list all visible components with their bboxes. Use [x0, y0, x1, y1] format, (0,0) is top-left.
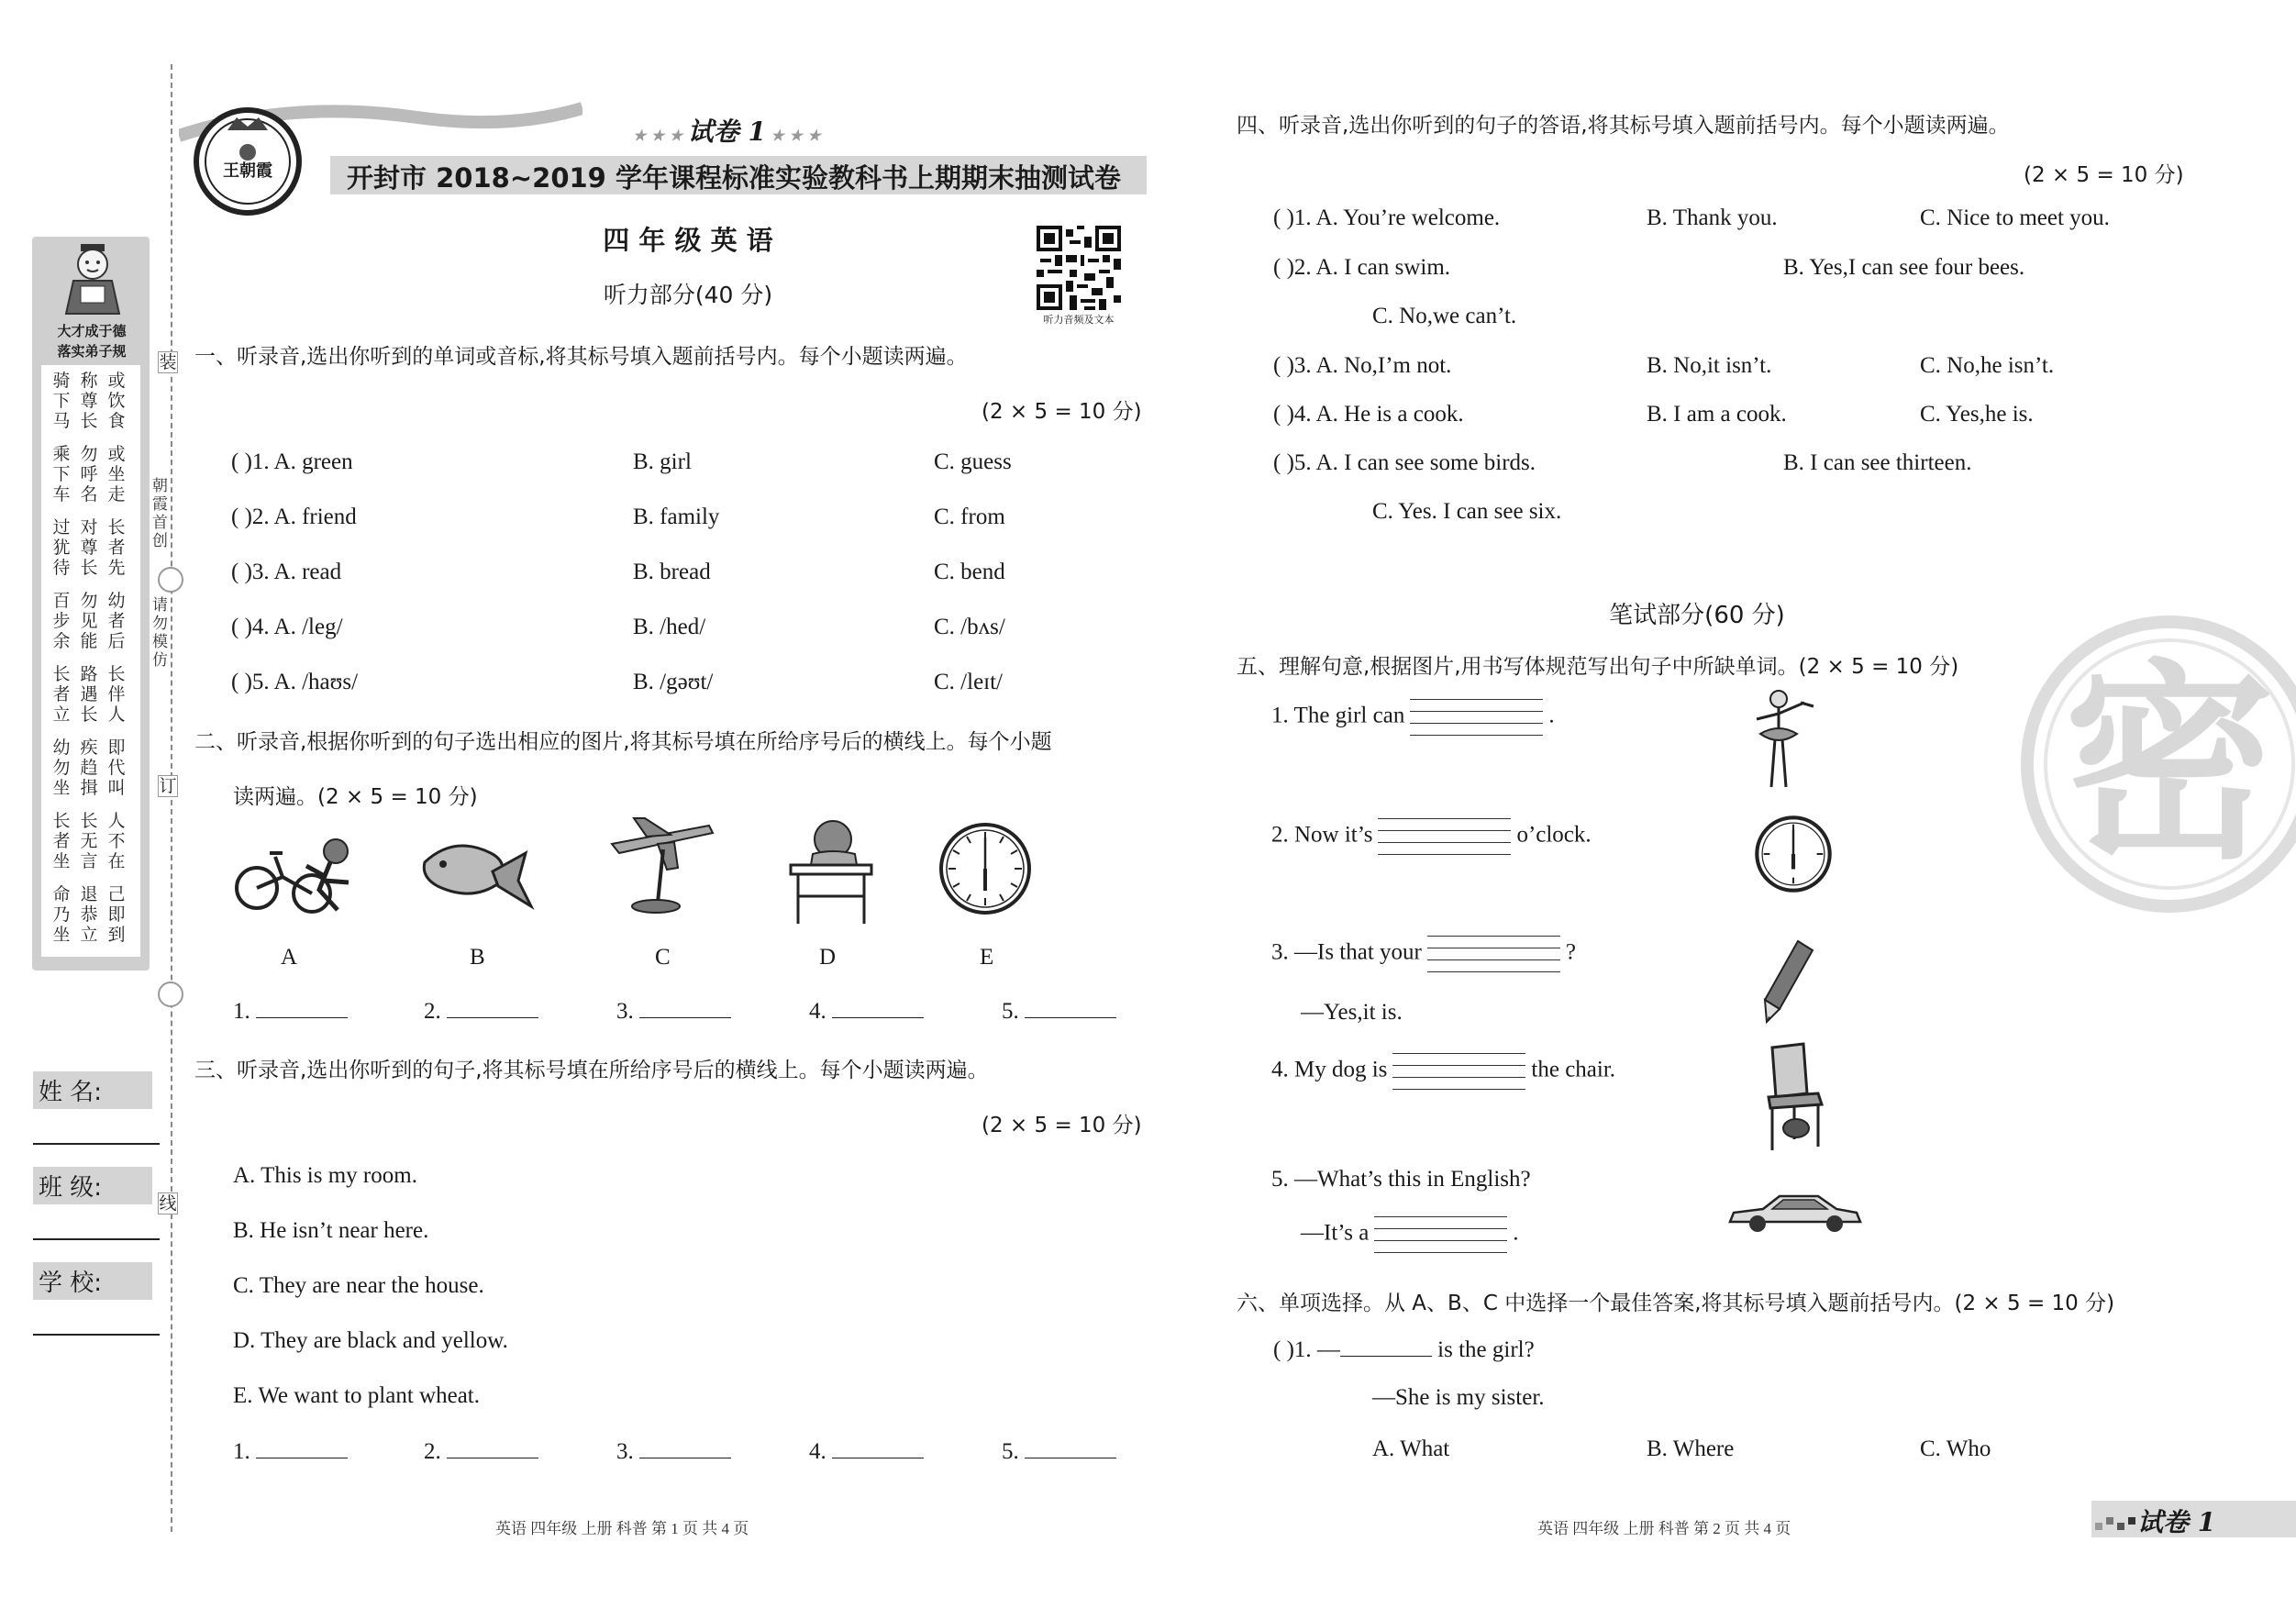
class-label: 班 级: [33, 1167, 152, 1204]
footer-right: 英语 四年级 上册 科普 第 2 页 共 4 页 [1537, 1520, 1791, 1537]
maxim: 幼勿坐 [52, 738, 71, 798]
margin-char-1: 装 [159, 352, 177, 372]
answer-num: 3. [616, 999, 634, 1024]
part1-q4-b: B. /hed/ [633, 615, 706, 639]
answer-blank[interactable] [1340, 1336, 1432, 1357]
maxim: 或坐走 [107, 444, 126, 505]
s5-end: . [1513, 1220, 1519, 1246]
pic-label-b: B [470, 945, 485, 970]
s3-text: 3. —Is that your [1271, 939, 1422, 965]
part3-answer-4 [809, 1438, 924, 1465]
pencil-picture [1761, 937, 1816, 1026]
maxim: 幼者后 [107, 591, 126, 651]
margin-hole-bottom [158, 981, 183, 1007]
part4-q4: ( )4. A. He is a cook. [1273, 402, 1464, 427]
part6-q1-b: B. Where [1647, 1436, 1735, 1461]
part3-title: 三、听录音,选出你听到的句子,将其标号填在所给序号后的横线上。每个小题读两遍。 [194, 1059, 989, 1082]
part1-q4: ( )4. A. /leg/ [231, 615, 343, 639]
answer-blank[interactable] [256, 1438, 348, 1458]
written-title: 笔试部分(60 分) [1609, 602, 1785, 629]
maxim: 或饮食 [107, 371, 126, 431]
answer-blank[interactable] [1025, 1438, 1116, 1458]
paper-tag: ★ ★ ★ 试卷 1 ★ ★ ★ [633, 116, 821, 147]
part6-q1 [1273, 1336, 1535, 1363]
answer-blank[interactable] [447, 998, 538, 1018]
part4-q2: ( )2. A. I can swim. [1273, 255, 1451, 280]
car-picture [1726, 1191, 1864, 1235]
maxim: 长者先 [107, 517, 126, 578]
clock-picture [937, 821, 1033, 916]
maxim: 骑下马 [52, 371, 71, 431]
part5-s5: 5. —What’s this in English? [1271, 1167, 1531, 1192]
name-field[interactable] [33, 1143, 160, 1145]
maxim: 即代叫 [107, 738, 126, 798]
part1-q3: ( )3. A. read [231, 560, 342, 584]
answer-blank[interactable] [832, 1438, 924, 1458]
part2-answer-4 [809, 998, 924, 1025]
part3-option-e: E. We want to plant wheat. [233, 1383, 480, 1408]
writing-lines[interactable] [1410, 699, 1543, 736]
s4-end: the chair. [1531, 1057, 1616, 1082]
footer-left: 英语 四年级 上册 科普 第 1 页 共 4 页 [495, 1520, 749, 1537]
maxim-grid [51, 371, 136, 945]
s1-text: 1. The girl can [1271, 703, 1405, 728]
writing-lines[interactable] [1374, 1216, 1507, 1253]
answer-blank[interactable] [447, 1438, 538, 1458]
s2-text: 2. Now it’s [1271, 822, 1373, 848]
answer-blank[interactable] [639, 998, 731, 1018]
part4-q1-c: C. Nice to meet you. [1920, 205, 2110, 230]
answer-num: 5. [1002, 1439, 1019, 1464]
subject-title: 四 年 级 英 语 [603, 225, 773, 256]
qr-caption: 听力音频及文本 [1043, 314, 1115, 326]
margin-char-2: 订 [159, 776, 177, 796]
pic-label-c: C [655, 945, 671, 970]
part3-option-a: A. This is my room. [233, 1163, 417, 1188]
part6-q1-a: A. What [1372, 1436, 1450, 1461]
part5-s3 [1271, 936, 1576, 972]
pic-label-d: D [819, 945, 837, 970]
part5-s4 [1271, 1053, 1615, 1090]
s3-end: ? [1565, 939, 1576, 965]
part3-answer-5 [1002, 1438, 1116, 1465]
part4-q3: ( )3. A. No,I’m not. [1273, 353, 1452, 378]
part4-score: (2 × 5 = 10 分) [2024, 163, 2184, 187]
maxim: 长无言 [80, 811, 98, 871]
part1-q5-b: B. /gəʊt/ [633, 670, 714, 694]
answer-num: 1. [233, 1439, 250, 1464]
part4-q3-b: B. No,it isn’t. [1647, 353, 1772, 378]
writing-lines[interactable] [1427, 936, 1560, 972]
part6-q1-answer: —She is my sister. [1372, 1385, 1545, 1410]
binding-dashed-line [171, 64, 172, 1532]
answer-num: 2. [424, 999, 441, 1024]
part4-q5-b: B. I can see thirteen. [1783, 450, 1972, 475]
margin-hole-top [158, 567, 183, 593]
dog-under-chair-picture [1754, 1042, 1833, 1154]
part6-q1-c: C. Who [1920, 1436, 1991, 1461]
q1-prefix: ( )1. — [1273, 1337, 1340, 1362]
seal-text-1: 朝霞首创 [152, 477, 168, 550]
name-label: 姓 名: [33, 1071, 152, 1109]
part1-q3-b: B. bread [633, 560, 711, 584]
footer-tag-dots [2095, 1512, 2137, 1530]
part4-q2-c: C. No,we can’t. [1372, 304, 1517, 328]
part1-q1-c: C. guess [934, 449, 1012, 474]
part1-q2: ( )2. A. friend [231, 505, 357, 529]
part1-q3-c: C. bend [934, 560, 1005, 584]
part3-option-b: B. He isn’t near here. [233, 1218, 429, 1243]
q1-suffix: is the girl? [1437, 1337, 1535, 1362]
part5-title: 五、理解句意,根据图片,用书写体规范写出句子中所缺单词。(2 × 5 = 10 分) [1237, 655, 1959, 679]
part2-answer-3 [616, 998, 731, 1025]
slogan-1: 大才成于德 [57, 323, 127, 339]
answer-blank[interactable] [639, 1438, 731, 1458]
maxim: 乘下车 [52, 444, 71, 505]
part3-answer-1 [233, 1438, 348, 1465]
part2-answer-1 [233, 998, 348, 1025]
part2-title: 二、听录音,根据你听到的句子选出相应的图片,将其标号填在所给序号后的横线上。每个小题 [194, 730, 1052, 754]
part2-answer-5 [1002, 998, 1116, 1025]
part1-q4-c: C. /bʌs/ [934, 615, 1005, 639]
maxim: 己即到 [107, 884, 126, 945]
part1-q2-b: B. family [633, 505, 720, 529]
answer-blank[interactable] [1025, 998, 1116, 1018]
maxim: 长伴人 [107, 664, 126, 725]
part4-q3-c: C. No,he isn’t. [1920, 353, 2055, 378]
part5-s1 [1271, 699, 1555, 736]
part4-q5: ( )5. A. I can see some birds. [1273, 450, 1536, 475]
answer-num: 4. [809, 1439, 826, 1464]
maxim: 退恭立 [80, 884, 98, 945]
part4-q4-c: C. Yes,he is. [1920, 402, 2034, 427]
maxim: 疾趋揖 [80, 738, 98, 798]
airplane-model-picture [601, 816, 720, 922]
logo-text: 王朝霞 [223, 161, 272, 181]
answer-num: 2. [424, 1439, 441, 1464]
maxim: 称尊长 [80, 371, 98, 431]
writing-lines[interactable] [1392, 1053, 1525, 1090]
part1-title: 一、听录音,选出你听到的单词或音标,将其标号填入题前括号内。每个小题读两遍。 [194, 345, 968, 369]
answer-num: 1. [233, 999, 250, 1024]
margin-char-3: 线 [159, 1193, 177, 1214]
part3-option-d: D. They are black and yellow. [233, 1328, 508, 1353]
scholar-illustration [48, 240, 136, 317]
fish-picture [417, 826, 537, 917]
part3-answer-3 [616, 1438, 731, 1465]
pic-label-e: E [980, 945, 994, 970]
s4-text: 4. My dog is [1271, 1057, 1388, 1082]
part2-title-2: 读两遍。(2 × 5 = 10 分) [233, 785, 478, 809]
part1-q5: ( )5. A. /haʊs/ [231, 670, 359, 694]
part5-s5-answer [1301, 1216, 1519, 1253]
secret-stamp-char: 密 [2063, 643, 2275, 888]
part5-s2 [1271, 818, 1592, 855]
school-field[interactable] [33, 1334, 160, 1336]
writing-lines[interactable] [1378, 818, 1511, 855]
maxim: 长者立 [52, 664, 71, 725]
part1-q2-c: C. from [934, 505, 1005, 529]
answer-num: 5. [1002, 999, 1019, 1024]
part3-option-c: C. They are near the house. [233, 1273, 484, 1298]
maxim: 过犹待 [52, 517, 71, 578]
part4-q1-b: B. Thank you. [1647, 205, 1778, 230]
s1-end: . [1548, 703, 1555, 728]
part4-q4-b: B. I am a cook. [1647, 402, 1787, 427]
exam-title: 开封市 2018~2019 学年课程标准实验教科书上期期末抽测试卷 [347, 162, 1121, 194]
maxim: 长者坐 [52, 811, 71, 871]
slogan-2: 落实弟子规 [57, 343, 127, 360]
part2-answer-2 [424, 998, 538, 1025]
part4-q2-b: B. Yes,I can see four bees. [1783, 255, 2025, 280]
clock-twelve-picture [1754, 815, 1833, 893]
answer-blank[interactable] [256, 998, 348, 1018]
school-label: 学 校: [33, 1262, 152, 1300]
part5-s3-answer: —Yes,it is. [1301, 1000, 1403, 1025]
ballerina-picture [1747, 686, 1821, 792]
part1-score: (2 × 5 = 10 分) [982, 400, 1142, 424]
part3-answer-2 [424, 1438, 538, 1465]
paper-tag-text: 试卷 1 [687, 116, 766, 147]
bicycle-boy-picture [227, 826, 365, 926]
class-field[interactable] [33, 1238, 160, 1240]
part6-title: 六、单项选择。从 A、B、C 中选择一个最佳答案,将其标号填入题前括号内。(2 × 5 = 10 分) [1237, 1292, 2115, 1315]
seal-text-2: 请勿模仿 [152, 596, 168, 670]
part4-title: 四、听录音,选出你听到的句子的答语,将其标号填入题前括号内。每个小题读两遍。 [1237, 114, 2010, 138]
maxim: 人不在 [107, 811, 126, 871]
answer-num: 3. [616, 1439, 634, 1464]
maxim: 命乃坐 [52, 884, 71, 945]
part1-q1-b: B. girl [633, 449, 692, 474]
maxim: 路遇长 [80, 664, 98, 725]
student-desk-picture [780, 812, 881, 926]
qr-code [1037, 226, 1121, 310]
part1-q5-c: C. /leɪt/ [934, 670, 1003, 694]
part4-q5-c: C. Yes. I can see six. [1372, 499, 1562, 524]
listening-title: 听力部分(40 分) [603, 282, 773, 308]
s2-end: o’clock. [1516, 822, 1592, 848]
maxim: 勿见能 [80, 591, 98, 651]
pic-label-a: A [281, 945, 298, 970]
part1-q1: ( )1. A. green [231, 449, 353, 474]
maxim: 对尊长 [80, 517, 98, 578]
answer-num: 4. [809, 999, 826, 1024]
maxim: 百步余 [52, 591, 71, 651]
part3-score: (2 × 5 = 10 分) [982, 1114, 1142, 1137]
s5-text: —It’s a [1301, 1220, 1370, 1246]
answer-blank[interactable] [832, 998, 924, 1018]
maxim: 勿呼名 [80, 444, 98, 505]
footer-tag: 试卷 1 [2137, 1507, 2216, 1537]
part4-q1: ( )1. A. You’re welcome. [1273, 205, 1501, 230]
